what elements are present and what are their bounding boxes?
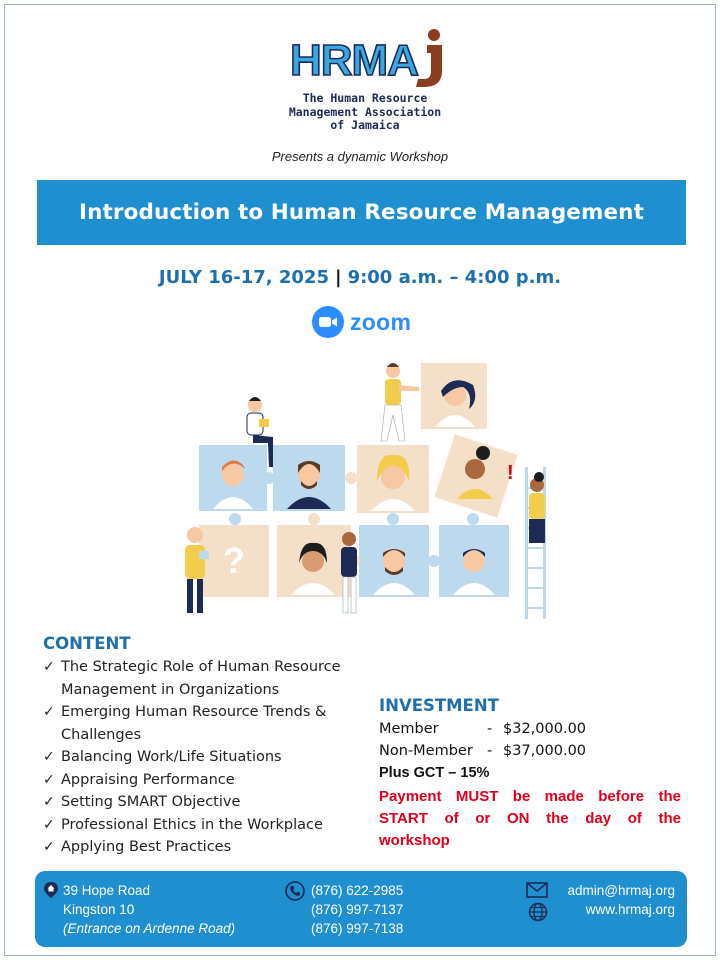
member-price: $32,000.00	[503, 721, 587, 737]
check-icon: ✓	[43, 794, 55, 810]
content-item: ✓ Applying Best Practices	[43, 836, 373, 859]
content-heading: CONTENT	[43, 634, 131, 653]
content-list	[43, 656, 373, 859]
contact-footer	[35, 871, 687, 947]
web-block	[568, 881, 676, 919]
content-item: ✓ Appraising Performance	[43, 769, 373, 792]
content-item: ✓ Balancing Work/Life Situations	[43, 746, 373, 769]
svg-text:?: ?	[223, 540, 245, 581]
zoom-logo	[312, 306, 411, 338]
member-price-row: Member - $32,000.00	[379, 721, 587, 737]
check-icon: ✓	[43, 816, 55, 833]
phone-block	[311, 881, 403, 938]
map-pin-icon	[43, 881, 59, 899]
address-block	[63, 881, 235, 938]
portrait	[223, 540, 245, 581]
website-link[interactable]: www.hrmaj.org	[585, 902, 675, 917]
payment-note: Payment MUST be made before the START of or ON the day of the workshop	[379, 788, 681, 849]
phone-icon	[285, 881, 305, 901]
team-puzzle-illustration	[173, 357, 553, 619]
member-label: Member	[379, 721, 439, 737]
zoom-camera-icon	[312, 306, 344, 338]
person-pushing-tile	[381, 363, 419, 441]
phone-number[interactable]: (876) 622-2985	[311, 883, 404, 898]
address-line3: (Entrance on Ardenne Road)	[63, 921, 236, 936]
date-time-line	[5, 267, 715, 288]
address-line1: 39 Hope Road	[63, 883, 151, 898]
nonmember-label: Non-Member	[379, 743, 473, 759]
check-icon: ✓	[43, 659, 55, 675]
check-icon: ✓	[43, 771, 55, 788]
nonmember-price: $37,000.00	[503, 743, 587, 759]
address-line2: Kingston 10	[63, 902, 135, 917]
workshop-dates: JULY 16-17, 2025	[158, 267, 329, 288]
globe-icon	[528, 902, 548, 922]
nonmember-price-row: Non-Member - $37,000.00	[379, 743, 587, 759]
date-separator: |	[334, 267, 342, 288]
hrmaj-logo	[288, 27, 458, 89]
investment-heading: INVESTMENT	[379, 696, 499, 715]
content-item: ✓ The Strategic Role of Human Resource Management in Organizations	[43, 656, 373, 701]
presents-text: Presents a dynamic Workshop	[271, 149, 449, 164]
content-item: ✓ Emerging Human Resource Trends & Challenges	[43, 701, 373, 746]
check-icon: ✓	[43, 704, 55, 720]
check-icon: ✓	[43, 749, 55, 765]
ladder-with-person	[507, 462, 546, 619]
content-item: ✓ Setting SMART Objective	[43, 791, 373, 814]
phone-number[interactable]: (876) 997-7138	[311, 921, 404, 936]
phone-number[interactable]: (876) 997-7137	[311, 902, 404, 917]
zoom-wordmark: zoom	[350, 308, 412, 335]
svg-text:HRMA: HRMA	[290, 36, 418, 85]
workshop-time: 9:00 a.m. – 4:00 p.m.	[347, 267, 562, 288]
org-name: The Human Resource Management Association of Jamaica	[288, 91, 442, 132]
flyer-page	[4, 4, 716, 956]
email-link[interactable]: admin@hrmaj.org	[567, 883, 675, 898]
check-icon: ✓	[43, 839, 55, 855]
mail-icon	[526, 882, 548, 898]
gct-note: Plus GCT – 15%	[379, 765, 490, 781]
svg-text:!: !	[507, 462, 514, 484]
workshop-title: Introduction to Human Resource Management	[37, 180, 686, 245]
content-item: ✓ Professional Ethics in the Workplace	[43, 814, 373, 837]
